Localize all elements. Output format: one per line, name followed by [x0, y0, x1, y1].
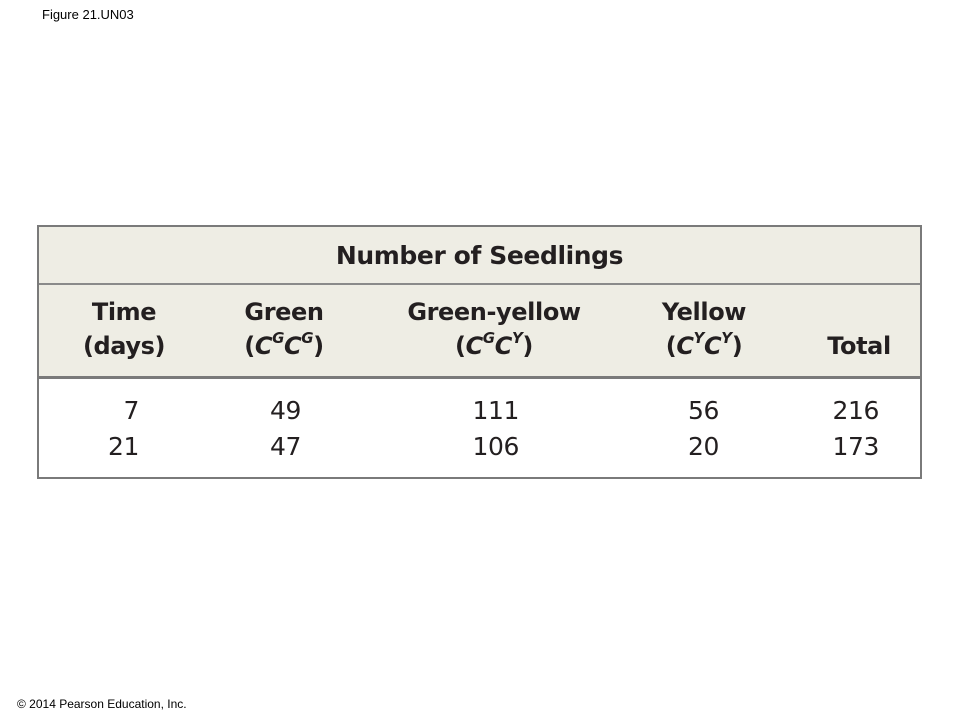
table-header-row	[39, 285, 920, 379]
header-green-line1: Green	[244, 298, 324, 326]
header-time-line1: Time	[91, 298, 157, 326]
header-green-genotype: $(C^GC^G)$	[244, 329, 324, 360]
header-green-yellow-line1: Green-yellow	[407, 298, 581, 326]
cell-green: 49	[269, 396, 301, 425]
header-green-yellow	[389, 295, 599, 363]
cell-yellow: 20	[687, 432, 719, 461]
seedlings-table	[37, 225, 922, 479]
header-green	[219, 295, 349, 363]
header-time	[59, 295, 189, 363]
cell-total: 216	[832, 396, 879, 425]
cell-time: 7	[123, 396, 139, 425]
cell-green-yellow: 106	[472, 432, 519, 461]
header-yellow	[639, 295, 769, 363]
figure-label: Figure 21.UN03	[42, 7, 134, 22]
header-yellow-line1: Yellow	[661, 298, 747, 326]
table-title: Number of Seedlings	[335, 240, 624, 270]
cell-green: 47	[269, 432, 301, 461]
cell-green-yellow: 111	[472, 396, 519, 425]
header-total	[809, 329, 909, 363]
header-yellow-genotype: $(C^YC^Y)$	[665, 329, 743, 360]
header-green-yellow-genotype: $(C^GC^Y)$	[455, 329, 533, 360]
header-time-line2: (days)	[82, 332, 166, 360]
header-total-line1: Total	[827, 332, 891, 360]
cell-yellow: 56	[687, 396, 719, 425]
cell-time: 21	[107, 432, 139, 461]
table-title-band	[39, 227, 920, 285]
copyright-notice: © 2014 Pearson Education, Inc.	[17, 697, 187, 711]
cell-total: 173	[832, 432, 879, 461]
